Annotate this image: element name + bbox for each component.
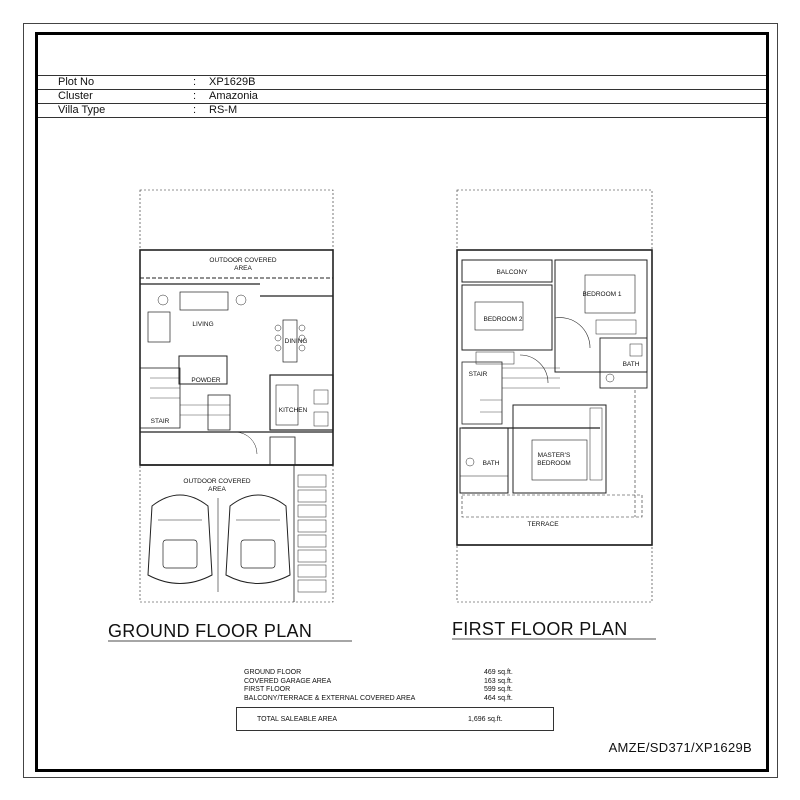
- info-sep: :: [193, 104, 197, 116]
- drawing-reference: AMZE/SD371/XP1629B: [608, 740, 752, 755]
- ground-floor-title: GROUND FLOOR PLAN: [108, 621, 313, 641]
- area-row: [244, 678, 544, 687]
- label-outdoor-covered-top: OUTDOOR COVERED: [209, 257, 277, 264]
- label-outdoor-covered-bottom-area: AREA: [208, 486, 226, 493]
- info-value: RS-M: [209, 104, 238, 116]
- label-bath-left: BATH: [482, 460, 500, 467]
- label-masters: MASTER'S: [537, 452, 571, 459]
- car-icon: [226, 495, 290, 584]
- label-bedroom-1: BEDROOM 1: [582, 291, 622, 298]
- area-label: GROUND FLOOR: [244, 669, 302, 676]
- label-stair: STAIR: [150, 418, 170, 425]
- label-outdoor-covered-bottom: OUTDOOR COVERED: [183, 478, 251, 485]
- area-value: 464 sq.ft.: [484, 694, 513, 702]
- info-value: XP1629B: [209, 76, 256, 88]
- ground-floor-plan: [140, 190, 333, 602]
- label-balcony: BALCONY: [496, 269, 528, 276]
- info-key: Cluster: [58, 90, 93, 102]
- car-icon: [148, 495, 212, 584]
- area-value: 469 sq.ft.: [484, 669, 513, 676]
- info-value: Amazonia: [209, 90, 258, 102]
- label-bath-right: BATH: [622, 361, 640, 368]
- info-sep: :: [193, 90, 197, 102]
- first-floor-plan: [457, 190, 652, 602]
- area-label: FIRST FLOOR: [244, 686, 291, 693]
- area-label: COVERED GARAGE AREA: [244, 677, 332, 685]
- label-living: LIVING: [192, 321, 214, 328]
- label-dining: DINING: [284, 338, 308, 345]
- building-outline: [140, 250, 333, 465]
- label-kitchen: KITCHEN: [278, 407, 308, 414]
- first-floor-title: FIRST FLOOR PLAN: [452, 619, 628, 639]
- area-value: 599 sq.ft.: [484, 686, 513, 693]
- area-row: [244, 695, 544, 704]
- area-row: [244, 669, 544, 678]
- label-stair: STAIR: [468, 371, 488, 378]
- total-area-label: TOTAL SALEABLE AREA: [257, 715, 338, 723]
- area-schedule: [244, 669, 544, 703]
- label-bedroom-2: BEDROOM 2: [483, 316, 523, 323]
- area-value: 163 sq.ft.: [484, 677, 513, 685]
- label-terrace: TERRACE: [527, 521, 559, 528]
- label-masters-bedroom: BEDROOM: [537, 460, 571, 467]
- label-powder: POWDER: [191, 377, 221, 384]
- total-area-box: [236, 707, 554, 731]
- area-label: BALCONY/TERRACE & EXTERNAL COVERED AREA: [244, 694, 416, 702]
- info-key: Villa Type: [58, 104, 106, 116]
- info-sep: :: [193, 76, 197, 88]
- info-key: Plot No: [58, 76, 95, 88]
- total-area-value: 1,696 sq.ft.: [468, 715, 503, 723]
- plot-boundary: [457, 190, 652, 602]
- area-row: [244, 686, 544, 695]
- label-outdoor-covered-top-area: AREA: [234, 265, 252, 272]
